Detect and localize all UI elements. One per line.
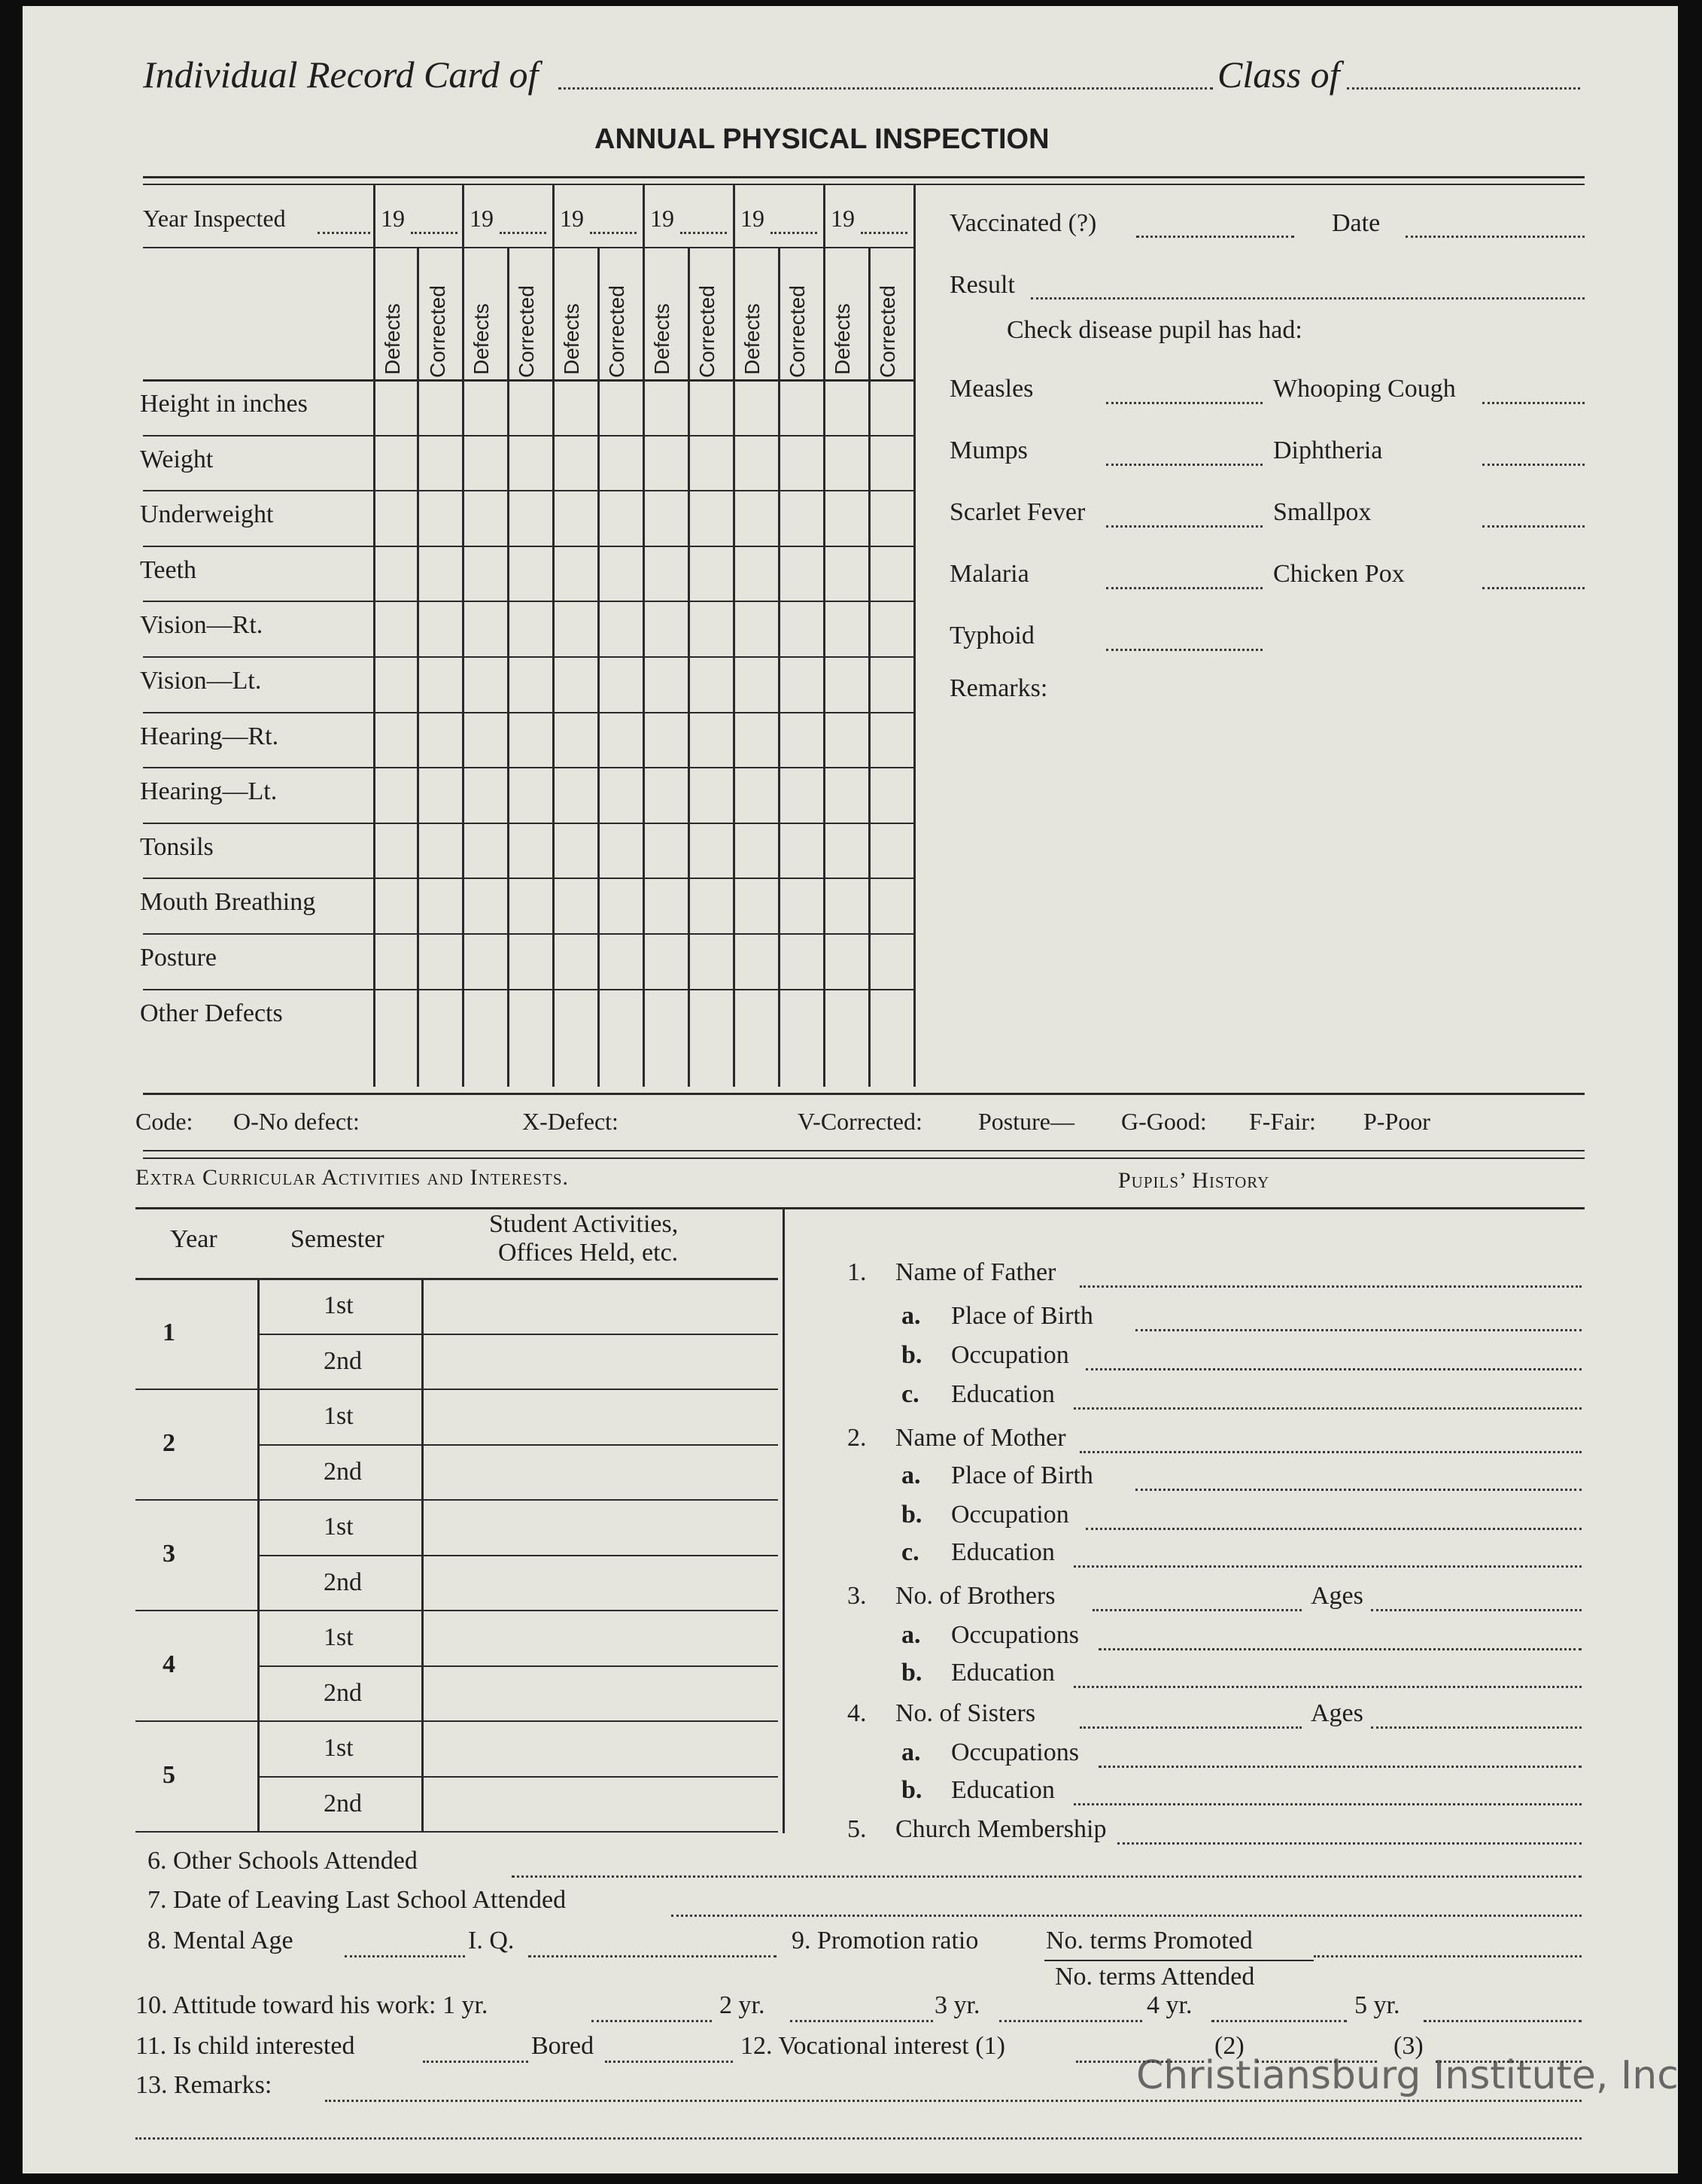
code-no-defect: O-No defect:: [233, 1108, 360, 1135]
date-label: Date: [1332, 209, 1381, 237]
inspection-row-label: Vision—Lt.: [140, 667, 262, 695]
col-defects-header: Defects: [650, 303, 673, 375]
yr3-blank[interactable]: [999, 2020, 1142, 2022]
card-title: Individual Record Card of: [143, 53, 539, 96]
inspection-row-line: [143, 435, 915, 436]
inspection-row-line: [143, 823, 915, 824]
activity-entry-cell[interactable]: [424, 1502, 775, 1552]
inspection-row-line: [143, 933, 915, 935]
remarks-label: Remarks:: [950, 674, 1048, 702]
check-disease-label: Check disease pupil has had:: [1007, 316, 1302, 344]
activity-year-number: 5: [163, 1760, 175, 1789]
inspection-row-line: [143, 989, 915, 990]
history-item-label: Name of Father: [895, 1258, 1056, 1286]
col-defects-header: Defects: [831, 303, 854, 375]
history-item-label: Occupations: [951, 1738, 1079, 1766]
vocational-2-label: (2): [1214, 2032, 1245, 2060]
history-answer-blank[interactable]: [1080, 1451, 1582, 1453]
history-answer-blank[interactable]: [1086, 1368, 1582, 1370]
activity-entry-cell[interactable]: [424, 1723, 775, 1773]
disease-label: Measles: [950, 375, 1034, 403]
semester-label: 2nd: [324, 1457, 362, 1486]
history-item-label: Education: [951, 1380, 1055, 1408]
history-item-number: a.: [901, 1621, 921, 1649]
history-item-label: No. of Sisters: [895, 1699, 1036, 1727]
year-blank[interactable]: [680, 232, 727, 234]
inspection-row-label: Hearing—Lt.: [140, 777, 278, 806]
activity-entry-cell[interactable]: [424, 1447, 775, 1497]
disease-check-blank[interactable]: [1106, 402, 1263, 404]
activity-entry-cell[interactable]: [424, 1779, 775, 1829]
inspection-row-label: Vision—Rt.: [140, 611, 263, 640]
class-label: Class of: [1217, 53, 1340, 96]
history-item-label: No. of Brothers: [895, 1582, 1056, 1610]
history-item-number: 3.: [847, 1582, 867, 1610]
q11-label: 11. Is child interested: [135, 2032, 355, 2060]
inspection-row-line: [143, 601, 915, 602]
history-answer-blank[interactable]: [1074, 1686, 1582, 1688]
iq-label: I. Q.: [468, 1927, 515, 1954]
history-item-label: Place of Birth: [951, 1462, 1093, 1489]
col-year-header: Year: [170, 1225, 217, 1253]
history-answer-blank[interactable]: [1117, 1842, 1582, 1845]
history-item-number: 5.: [847, 1815, 867, 1843]
result-blank[interactable]: [1031, 297, 1585, 300]
history-answer-blank[interactable]: [1080, 1285, 1582, 1288]
vaccinated-label: Vaccinated (?): [950, 209, 1097, 237]
semester-label: 1st: [324, 1291, 354, 1319]
remarks-blank-2[interactable]: [135, 2137, 1582, 2140]
disease-check-blank[interactable]: [1106, 649, 1263, 651]
disease-label: Scarlet Fever: [950, 498, 1086, 526]
col-corrected-header: Corrected: [515, 285, 538, 378]
year-blank[interactable]: [411, 232, 457, 234]
semester-label: 2nd: [324, 1346, 362, 1375]
history-item-label: Place of Birth: [951, 1302, 1093, 1330]
activity-year-number: 4: [163, 1650, 175, 1678]
inspection-row-label: Teeth: [140, 555, 197, 584]
disease-check-blank[interactable]: [1106, 525, 1263, 528]
history-item-number: c.: [901, 1380, 919, 1408]
q12-label: 12. Vocational interest (1): [740, 2032, 1005, 2060]
inspection-row-label: Weight: [140, 445, 214, 473]
disease-check-blank[interactable]: [1482, 464, 1585, 466]
history-item-number: b.: [901, 1659, 922, 1687]
history-item-label: Education: [951, 1776, 1055, 1804]
activity-entry-cell[interactable]: [424, 1337, 775, 1386]
disease-check-blank[interactable]: [1482, 402, 1585, 404]
semester-label: 2nd: [324, 1789, 362, 1817]
activity-entry-cell[interactable]: [424, 1668, 775, 1718]
activity-entry-cell[interactable]: [424, 1392, 775, 1441]
year-prefix: 19: [560, 205, 584, 232]
history-item-number: c.: [901, 1538, 919, 1566]
disease-label: Mumps: [950, 436, 1028, 464]
code-fair: F-Fair:: [1249, 1108, 1316, 1135]
col-defects-header: Defects: [560, 303, 583, 375]
vaccinated-blank[interactable]: [1136, 236, 1294, 238]
ages-blank[interactable]: [1371, 1726, 1582, 1729]
code-posture: Posture—: [978, 1108, 1074, 1135]
header-rule: [143, 176, 1585, 178]
history-count-blank[interactable]: [1080, 1726, 1302, 1729]
semester-label: 2nd: [324, 1678, 362, 1707]
disease-check-blank[interactable]: [1106, 464, 1263, 466]
q6-label: 6. Other Schools Attended: [147, 1847, 418, 1875]
year-prefix: 19: [381, 205, 405, 232]
history-item-label: Church Membership: [895, 1815, 1107, 1843]
history-item-label: Occupations: [951, 1621, 1079, 1649]
year-blank[interactable]: [590, 232, 637, 234]
history-answer-blank[interactable]: [1135, 1489, 1582, 1491]
year-prefix: 19: [650, 205, 674, 232]
inspection-row-label: Hearing—Rt.: [140, 722, 279, 750]
semester-label: 1st: [324, 1513, 354, 1541]
activity-year-number: 3: [163, 1539, 175, 1568]
remarks-blank-1[interactable]: [325, 2100, 1582, 2102]
col-defects-header: Defects: [740, 303, 764, 375]
iq-blank[interactable]: [528, 1955, 777, 1957]
inspection-row-line: [143, 712, 915, 713]
col-corrected-header: Corrected: [695, 285, 719, 378]
terms-attended: No. terms Attended: [1055, 1963, 1255, 1991]
class-blank[interactable]: [1347, 87, 1580, 90]
semester-label: 1st: [324, 1402, 354, 1430]
vocational-3-label: (3): [1394, 2032, 1424, 2060]
history-item-number: 1.: [847, 1258, 867, 1286]
col-corrected-header: Corrected: [876, 285, 899, 378]
history-item-number: 4.: [847, 1699, 867, 1727]
yr1-blank[interactable]: [591, 2020, 712, 2022]
disease-label: Malaria: [950, 560, 1029, 588]
history-item-label: Name of Mother: [895, 1424, 1066, 1452]
q9-label: 9. Promotion ratio: [792, 1927, 979, 1954]
semester-label: 1st: [324, 1734, 354, 1762]
history-item-number: a.: [901, 1302, 921, 1330]
history-answer-blank[interactable]: [1099, 1648, 1582, 1650]
code-good: G-Good:: [1121, 1108, 1207, 1135]
inspection-row-line: [143, 878, 915, 879]
year-prefix: 19: [470, 205, 494, 232]
record-card-sheet: [23, 6, 1678, 2173]
inspection-row-line: [143, 656, 915, 658]
q7-blank[interactable]: [671, 1915, 1582, 1917]
disease-label: Whooping Cough: [1273, 375, 1456, 403]
yr3-label: 3 yr.: [935, 1991, 980, 2019]
col-defects-header: Defects: [381, 303, 404, 375]
code-poor: P-Poor: [1363, 1108, 1430, 1135]
col-semester-header: Semester: [290, 1225, 384, 1253]
watermark-text: Christiansburg Institute, Inc: [1136, 2053, 1679, 2098]
inspection-row-label: Mouth Breathing: [140, 888, 316, 917]
mental-age-blank[interactable]: [345, 1955, 465, 1957]
col-corrected-header: Corrected: [605, 285, 628, 378]
history-item-number: 2.: [847, 1424, 867, 1452]
inspection-row-line: [143, 490, 915, 491]
disease-check-blank[interactable]: [1482, 525, 1585, 528]
history-item-label: Occupation: [951, 1341, 1069, 1369]
yr4-blank[interactable]: [1211, 2020, 1347, 2022]
semester-label: 1st: [324, 1623, 354, 1651]
ages-label: Ages: [1311, 1699, 1363, 1727]
activities-title: Extra Curricular Activities and Interests.: [135, 1165, 569, 1190]
history-item-label: Education: [951, 1538, 1055, 1566]
code-corrected: V-Corrected:: [798, 1108, 922, 1135]
q7-label: 7. Date of Leaving Last School Attended: [147, 1886, 567, 1914]
q9-blank[interactable]: [1314, 1955, 1582, 1957]
disease-label: Smallpox: [1273, 498, 1372, 526]
name-blank[interactable]: [558, 87, 1213, 90]
activity-entry-cell[interactable]: [424, 1281, 775, 1331]
disease-label: Typhoid: [950, 622, 1035, 649]
disease-check-blank[interactable]: [1482, 587, 1585, 589]
inspection-row-line: [143, 767, 915, 768]
yr2-blank[interactable]: [790, 2020, 933, 2022]
result-label: Result: [950, 271, 1015, 299]
date-blank[interactable]: [1406, 236, 1585, 238]
col-activities-header-2: Offices Held, etc.: [498, 1239, 679, 1267]
history-title: Pupils’ History: [1118, 1168, 1270, 1193]
semester-label: 2nd: [324, 1568, 362, 1596]
yr4-label: 4 yr.: [1147, 1991, 1193, 2019]
history-answer-blank[interactable]: [1135, 1329, 1582, 1331]
history-item-label: Education: [951, 1659, 1055, 1687]
disease-check-blank[interactable]: [1106, 587, 1263, 589]
col-defects-header: Defects: [470, 303, 493, 375]
history-count-blank[interactable]: [1093, 1609, 1302, 1611]
history-answer-blank[interactable]: [1086, 1528, 1582, 1530]
history-answer-blank[interactable]: [1074, 1565, 1582, 1568]
history-item-number: a.: [901, 1738, 921, 1766]
activity-year-number: 1: [163, 1318, 175, 1346]
year-inspected-label: Year Inspected: [143, 205, 286, 232]
col-corrected-header: Corrected: [426, 285, 449, 378]
year-blank[interactable]: [861, 232, 907, 234]
inspection-row-label: Height in inches: [140, 390, 308, 418]
code-label: Code:: [135, 1108, 193, 1135]
activity-entry-cell[interactable]: [424, 1613, 775, 1662]
q10-label: 10. Attitude toward his work: 1 yr.: [135, 1991, 488, 2019]
year-blank[interactable]: [770, 232, 817, 234]
col-activities-header-1: Student Activities,: [489, 1210, 679, 1238]
q13-label: 13. Remarks:: [135, 2071, 272, 2099]
interested-blank[interactable]: [423, 2061, 528, 2063]
bored-blank[interactable]: [605, 2061, 733, 2063]
inspection-row-line: [143, 546, 915, 547]
yr5-label: 5 yr.: [1354, 1991, 1400, 2019]
activity-year-number: 2: [163, 1428, 175, 1457]
inspection-row-label: Other Defects: [140, 999, 283, 1027]
inspection-row-label: Underweight: [140, 500, 274, 529]
history-answer-blank[interactable]: [1074, 1803, 1582, 1805]
yr2-label: 2 yr.: [719, 1991, 765, 2019]
inspection-row-label: Posture: [140, 944, 217, 972]
year-prefix: 19: [831, 205, 855, 232]
history-answer-blank[interactable]: [1074, 1407, 1582, 1410]
yr5-blank[interactable]: [1424, 2020, 1582, 2022]
disease-label: Diphtheria: [1273, 436, 1383, 464]
history-item-number: b.: [901, 1341, 922, 1369]
terms-promoted: No. terms Promoted: [1046, 1927, 1253, 1954]
col-corrected-header: Corrected: [786, 285, 809, 378]
activity-entry-cell[interactable]: [424, 1558, 775, 1608]
history-item-number: b.: [901, 1776, 922, 1804]
inspection-row-label: Tonsils: [140, 832, 214, 861]
q6-blank[interactable]: [512, 1875, 1582, 1878]
ages-label: Ages: [1311, 1582, 1363, 1610]
year-blank[interactable]: [500, 232, 546, 234]
history-item-number: a.: [901, 1462, 921, 1489]
bored-label: Bored: [531, 2032, 594, 2060]
history-answer-blank[interactable]: [1099, 1766, 1582, 1768]
year-prefix: 19: [740, 205, 764, 232]
code-defect: X-Defect:: [522, 1108, 618, 1135]
q8-label: 8. Mental Age: [147, 1927, 293, 1954]
annual-inspection-title: ANNUAL PHYSICAL INSPECTION: [594, 123, 1050, 155]
ages-blank[interactable]: [1371, 1609, 1582, 1611]
history-item-label: Occupation: [951, 1501, 1069, 1528]
disease-label: Chicken Pox: [1273, 560, 1405, 588]
history-item-number: b.: [901, 1501, 922, 1528]
